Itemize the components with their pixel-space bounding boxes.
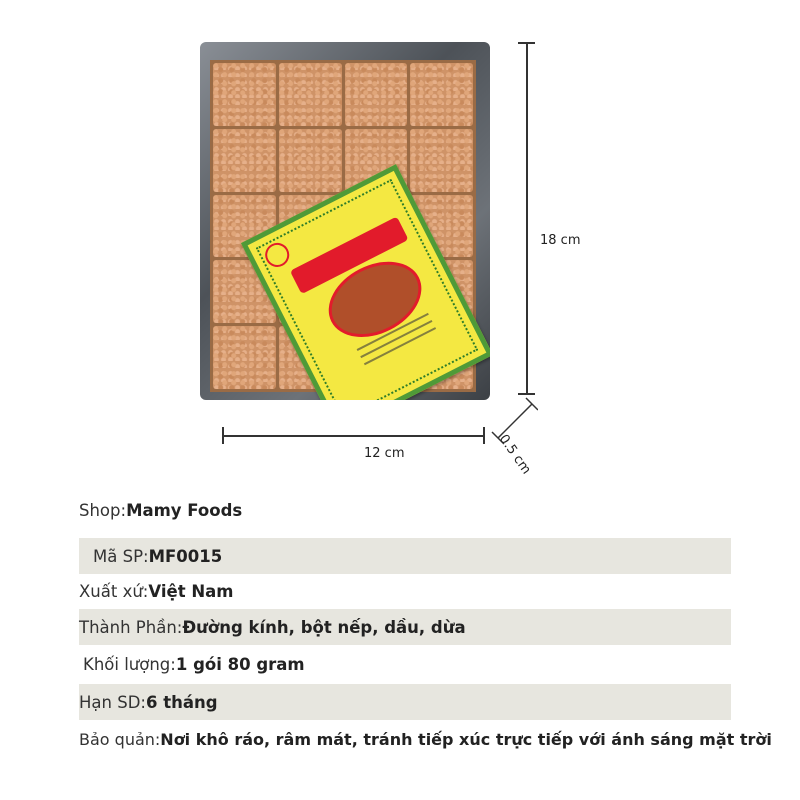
info-label: Xuất xứ: [79, 581, 149, 601]
info-label: Mã SP: [93, 546, 149, 566]
width-dimension-label: 12 cm [364, 446, 405, 461]
info-row-ingredients [79, 609, 731, 645]
height-dimension-cap-top [518, 42, 535, 44]
info-value: Nơi khô ráo, râm mát, tránh tiếp xúc trực tiếp với ánh sáng mặt trời [160, 729, 772, 749]
info-row-origin [79, 573, 233, 609]
cake-piece [279, 63, 342, 126]
info-row-storage [79, 721, 772, 757]
depth-dimension-label: 0.5 cm [495, 432, 534, 478]
info-label: Bảo quản: [79, 729, 161, 749]
info-label: Thành Phần: [79, 617, 183, 637]
height-dimension-line [526, 42, 528, 394]
info-row-shop [79, 492, 242, 528]
height-dimension-label: 18 cm [540, 233, 581, 248]
cake-piece [279, 129, 342, 192]
cake-piece [213, 326, 276, 389]
width-dimension-cap-right [483, 427, 485, 444]
info-value: MF0015 [148, 546, 223, 566]
info-row-weight [79, 646, 305, 682]
info-label: Shop: [79, 500, 127, 520]
product-image [200, 42, 490, 400]
cake-piece [410, 129, 473, 192]
width-dimension-cap-left [222, 427, 224, 444]
info-label: Hạn SD: [79, 692, 146, 712]
info-value: Mamy Foods [126, 500, 243, 520]
info-value: 6 tháng [145, 692, 218, 712]
height-dimension-cap-bottom [518, 393, 535, 395]
info-value: 1 gói 80 gram [175, 654, 305, 674]
cake-piece [410, 63, 473, 126]
width-dimension-line [222, 435, 484, 437]
info-value: Đường kính, bột nếp, dầu, dừa [182, 617, 466, 637]
info-row-product-code [79, 538, 731, 574]
info-value: Việt Nam [148, 581, 234, 601]
cake-piece [345, 63, 408, 126]
info-label: Khối lượng: [83, 654, 176, 674]
cake-piece [213, 63, 276, 126]
info-row-expiry [79, 684, 731, 720]
cake-piece [213, 129, 276, 192]
